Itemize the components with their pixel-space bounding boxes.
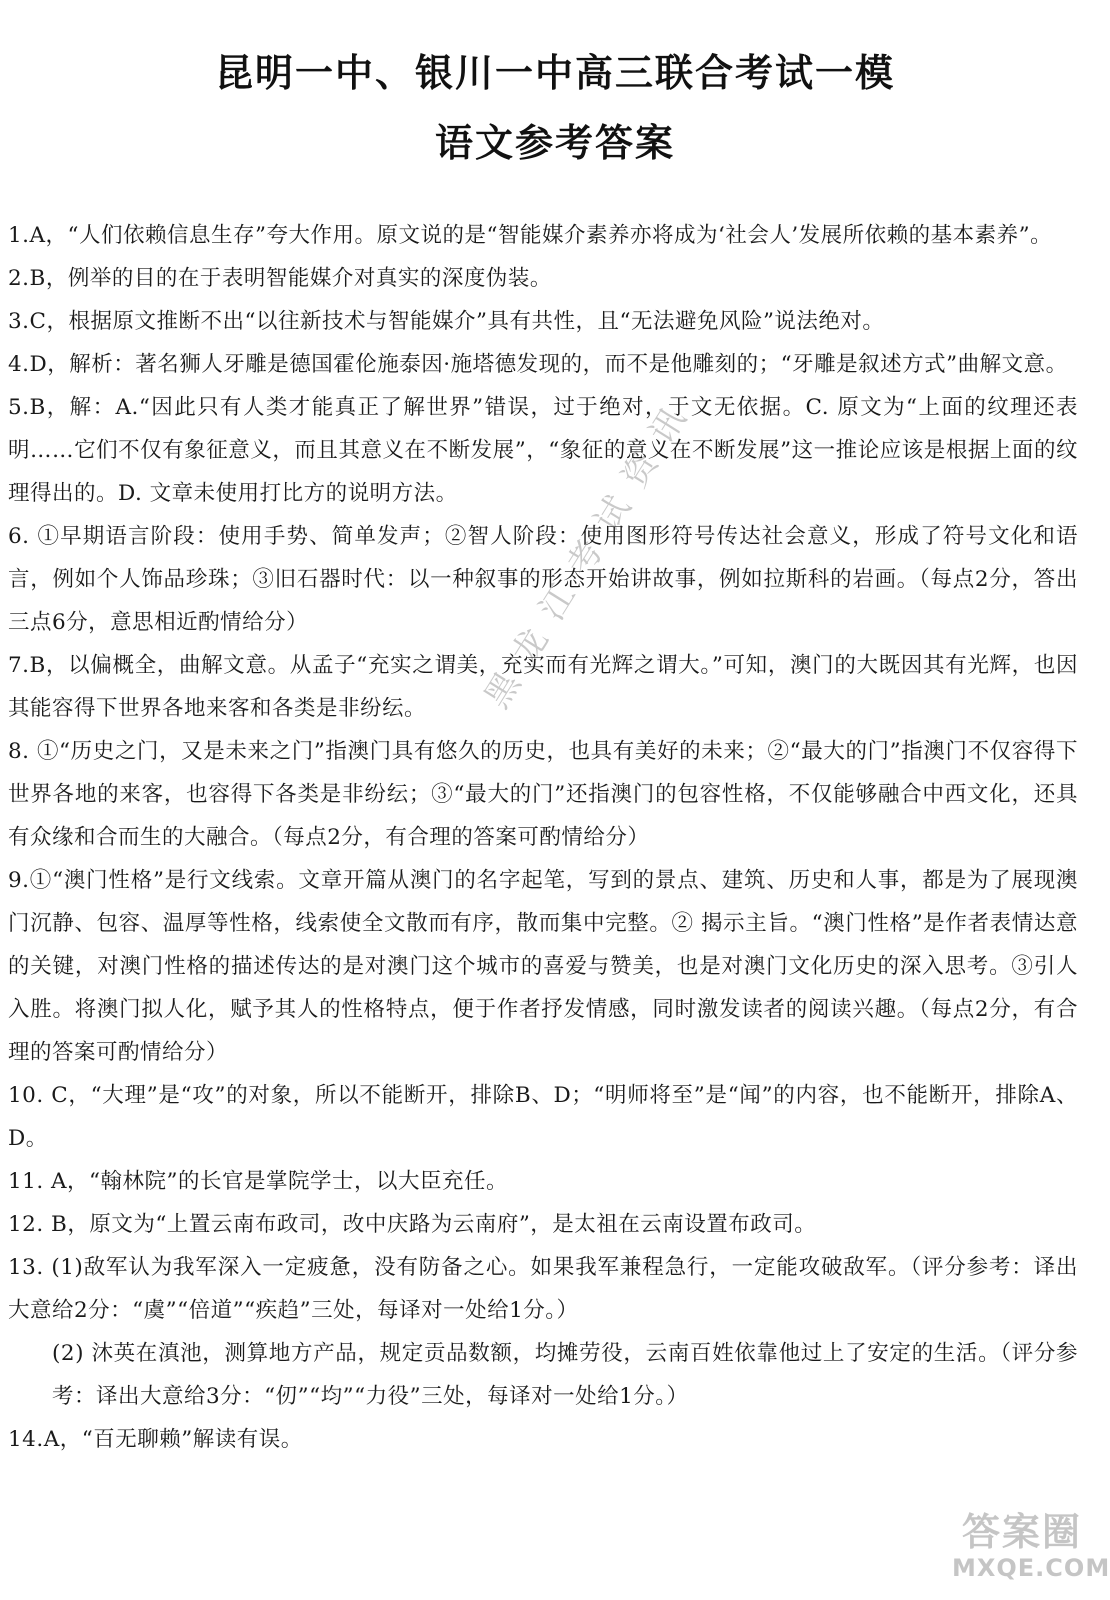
answer-item: 4.D，解析：著名狮人牙雕是德国霍伦施泰因·施塔德发现的，而不是他雕刻的；“牙雕是叙述方式”曲解文意。 [8, 352, 1068, 377]
answer-item: 3.C，根据原文推断不出“以往新技术与智能媒介”具有共性，且“无法避免风险”说法绝对。 [8, 309, 885, 334]
answer-item: 1.A，“人们依赖信息生存”夸大作用。原文说的是“智能媒介素养亦将成为‘社会人’发展所依赖的基本素养”。 [8, 223, 1053, 248]
answer-item: 14.A，“百无聊赖”解读有误。 [8, 1427, 303, 1452]
answer-list [8, 214, 1078, 1461]
answer-item: 12. B，原文为“上置云南布政司，改中庆路为云南府”，是太祖在云南设置布政司。 [8, 1212, 817, 1237]
logo-top-text: 答案圈 [961, 1510, 1082, 1554]
answer-item: 6. ①早期语言阶段：使用手势、简单发声；②智人阶段：使用图形符号传达社会意义，形成了符号文化和语言，例如个人饰品珍珠；③旧石器时代：以一种叙事的形态开始讲故事，例如拉斯科的岩画。（每点2分，答出三点6分，意思相近酌情给分） [8, 524, 1078, 635]
answer-item: 11. A，“翰林院”的长官是掌院学士，以大臣充任。 [8, 1169, 509, 1194]
site-logo [952, 1510, 1110, 1590]
document-title: 昆明一中、银川一中高三联合考试一模 [214, 51, 895, 95]
document-subtitle: 语文参考答案 [434, 121, 675, 165]
answer-item: 8. ①“历史之门，又是未来之门”指澳门具有悠久的历史，也具有美好的未来；②“最大的门”指澳门不仅容得下世界各地的来客，也容得下各类是非纷纭；③“最大的门”还指澳门的包容性格，不仅能够融合中西文化，还具有众缘和合而生的大融合。（每点2分，有合理的答案可酌情给分） [8, 739, 1078, 850]
answer-item: 10. C，“大理”是“攻”的对象，所以不能断开，排除B、D；“明师将至”是“闻”的内容，也不能断开，排除A、D。 [8, 1083, 1078, 1151]
logo-bottom-text: MXQE.COM [952, 1554, 1110, 1582]
answer-item: 9.①“澳门性格”是行文线索。文章开篇从澳门的名字起笔，写到的景点、建筑、历史和人事，都是为了展现澳门沉静、包容、温厚等性格，线索使全文散而有序，散而集中完整。② 揭示主旨。“澳门性格”是作者表情达意的关键，对澳门性格的描述传达的是对澳门这个城市的喜爱与赞美，也是对澳门文化历史的深入思考。③引人入胜。将澳门拟人化，赋予其人的性格特点，便于作者抒发情感，同时激发读者的阅读兴趣。（每点2分，有合理的答案可酌情给分） [8, 868, 1078, 1065]
answer-item: (2) 沐英在滇池，测算地方产品，规定贡品数额，均摊劳役，云南百姓依靠他过上了安定的生活。（评分参考：译出大意给3分：“仞”“均”“力役”三处，每译对一处给1分。） [52, 1341, 1078, 1409]
answer-item: 5.B，解：A.“因此只有人类才能真正了解世界”错误，过于绝对，于文无依据。C. 原文为“上面的纹理还表明……它们不仅有象征意义，而且其意义在不断发展”，“象征的意义在不断发展”这一推论应该是根据上面的纹理得出的。D. 文章未使用打比方的说明方法。 [8, 395, 1078, 506]
watermark-text: 黑龙江考试资讯 [476, 385, 704, 716]
answer-item: 2.B，例举的目的在于表明智能媒介对真实的深度伪装。 [8, 266, 552, 291]
answer-item: 7.B，以偏概全，曲解文意。从孟子“充实之谓美，充实而有光辉之谓大。”可知，澳门的大既因其有光辉，也因其能容得下世界各地来客和各类是非纷纭。 [8, 653, 1078, 721]
answer-item: 13. (1)敌军认为我军深入一定疲惫，没有防备之心。如果我军兼程急行，一定能攻破敌军。（评分参考：译出大意给2分：“虞”“倍道”“疾趋”三处，每译对一处给1分。） [8, 1255, 1078, 1323]
